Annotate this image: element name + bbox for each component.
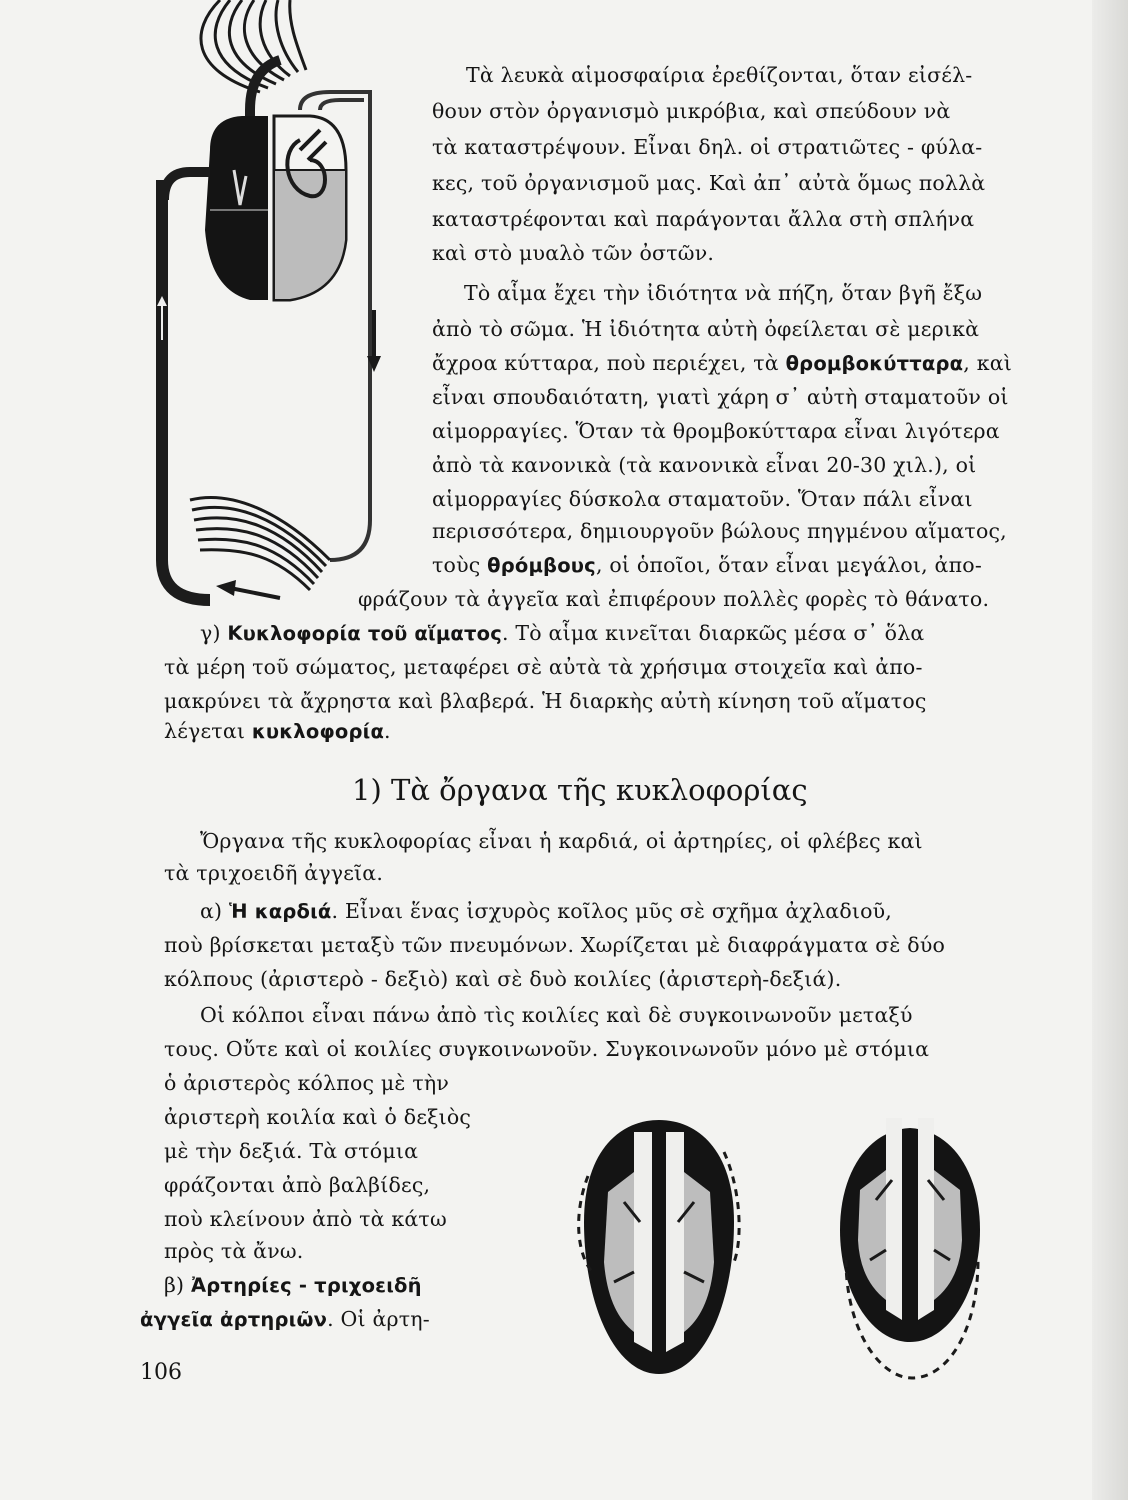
text-line: Οἱ κόλποι εἶναι πάνω ἀπὸ τὶς κοιλίες καὶ δὲ συγκοινωνοῦν μεταξύ	[200, 1003, 913, 1027]
text-line: τους. Οὔτε καὶ οἱ κοιλίες συγκοινωνοῦν. Συγκοινωνοῦν μόνο μὲ στόμια	[164, 1037, 930, 1061]
text-line: μὲ τὴν δεξιά. Τὰ στόμια	[164, 1139, 419, 1163]
text-line: ποὺ βρίσκεται μεταξὺ τῶν πνευμόνων. Χωρίζεται μὲ διαφράγματα σὲ δύο	[164, 933, 946, 957]
text-line: καὶ στὸ μυαλὸ τῶν ὀστῶν.	[432, 241, 715, 265]
text-line: πρὸς τὰ ἄνω.	[164, 1239, 304, 1263]
text-line: ἀπὸ τὰ κανονικὰ (τὰ κανονικὰ εἶναι 20-30 χιλ.), οἱ	[432, 453, 977, 477]
text-line: τὰ καταστρέψουν. Εἶναι δηλ. οἱ στρατιῶτες - φύλα-	[432, 135, 983, 159]
text-line: φράζονται ἀπὸ βαλβίδες,	[164, 1173, 431, 1197]
text-line	[140, 1304, 430, 1335]
text-line: καταστρέφονται καὶ παράγονται ἄλλα στὴ σπλήνα	[432, 207, 975, 231]
bold-term-thrombocytes: θρομβοκύτταρα	[785, 352, 964, 375]
bold-term-arteries-capillaries: Ἀρτηρίες - τριχοειδῆ	[190, 1274, 422, 1297]
text-line: φράζουν τὰ ἀγγεῖα καὶ ἐπιφέρουν πολλὲς φορὲς τὸ θάνατο.	[358, 587, 990, 611]
text-span: .	[384, 719, 391, 743]
text-line: ποὺ κλείνουν ἀπὸ τὰ κάτω	[164, 1207, 447, 1231]
text-span: β)	[164, 1273, 191, 1297]
text-line	[432, 550, 982, 581]
text-line: αἱμορραγίες. Ὅταν τὰ θρομβοκύτταρα εἶναι λιγότερα	[432, 419, 1000, 443]
text-line: μακρύνει τὰ ἄχρηστα καὶ βλαβερά. Ἡ διαρκὴς αὐτὴ κίνηση τοῦ αἵματος	[164, 689, 927, 713]
text-line: Τὰ λευκὰ αἱμοσφαίρια ἐρεθίζονται, ὅταν εἰσέλ-	[466, 63, 973, 87]
text-line	[164, 716, 391, 747]
text-span: α)	[200, 899, 229, 923]
bold-term-circulation-of-blood: Κυκλοφορία τοῦ αἵματος	[227, 622, 502, 645]
heart-valve-diagram-left	[574, 1112, 744, 1382]
section-beta-line	[164, 1270, 422, 1301]
text-span: , καὶ	[963, 351, 1013, 375]
text-line: ἀπὸ τὸ σῶμα. Ἡ ἰδιότητα αὐτὴ ὀφείλεται σὲ μερικὰ	[432, 317, 980, 341]
text-span: ἄχροα κύτταρα, ποὺ περιέχει, τὰ	[432, 351, 786, 375]
text-span: . Εἶναι ἕνας ἰσχυρὸς κοῖλος μῦς σὲ σχῆμα ἀχλαδιοῦ,	[331, 899, 893, 923]
text-span: λέγεται	[164, 719, 252, 743]
bold-term-arterial-vessels: ἀγγεῖα ἀρτηριῶν	[140, 1308, 328, 1331]
page-edge-shadow	[1092, 0, 1128, 1500]
text-line: ἀριστερὴ κοιλία καὶ ὁ δεξιὸς	[164, 1105, 472, 1129]
section-gamma-line	[200, 618, 924, 649]
text-line: περισσότερα, δημιουργοῦν βώλους πηγμένου αἵματος,	[432, 519, 1007, 543]
bold-term-heart: Ἡ καρδιά	[228, 900, 332, 923]
text-line: Τὸ αἷμα ἔχει τὴν ἰδιότητα νὰ πήζη, ὅταν βγῆ ἔξω	[464, 281, 983, 305]
text-span: . Τὸ αἷμα κινεῖται διαρκῶς μέσα σ᾿ ὅλα	[501, 621, 925, 645]
text-line: αἱμορραγίες δύσκολα σταματοῦν. Ὅταν πάλι εἶναι	[432, 487, 973, 511]
bold-term-circulation: κυκλοφορία	[251, 720, 385, 743]
text-line: τὰ μέρη τοῦ σώματος, μεταφέρει σὲ αὐτὰ τὰ χρήσιμα στοιχεῖα καὶ ἀπο-	[164, 655, 923, 679]
text-line: κόλπους (ἀριστερὸ - δεξιὸ) καὶ σὲ δυὸ κοιλίες (ἀριστερὴ-δεξιά).	[164, 967, 842, 991]
text-span: γ)	[200, 621, 228, 645]
text-line: θουν στὸν ὀργανισμὸ μικρόβια, καὶ σπεύδουν νὰ	[432, 99, 951, 123]
text-line	[432, 348, 1012, 379]
text-line: τὰ τριχοειδῆ ἀγγεῖα.	[164, 861, 384, 885]
circulation-diagram	[150, 0, 390, 620]
bold-term-thrombi: θρόμβους	[487, 554, 596, 577]
text-span: . Οἱ ἀρτη-	[327, 1307, 430, 1331]
text-span: , οἱ ὁποῖοι, ὅταν εἶναι μεγάλοι, ἀπο-	[595, 553, 982, 577]
page-number: 106	[140, 1360, 182, 1385]
text-line: κες, τοῦ ὀργανισμοῦ μας. Καὶ ἀπ᾿ αὐτὰ ὅμως πολλὰ	[432, 171, 986, 195]
text-line: Ὄργανα τῆς κυκλοφορίας εἶναι ἡ καρδιά, οἱ ἀρτηρίες, οἱ φλέβες καὶ	[200, 829, 923, 853]
heart-valve-diagram-right	[830, 1110, 990, 1380]
section-heading: 1) Τὰ ὄργανα τῆς κυκλοφορίας	[352, 773, 808, 807]
text-line: ὁ ἀριστερὸς κόλπος μὲ τὴν	[164, 1071, 450, 1095]
text-span: τοὺς	[432, 553, 488, 577]
section-alpha-line	[200, 896, 892, 927]
text-line: εἶναι σπουδαιότατη, γιατὶ χάρη σ᾿ αὐτὴ σταματοῦν οἱ	[432, 385, 1009, 409]
